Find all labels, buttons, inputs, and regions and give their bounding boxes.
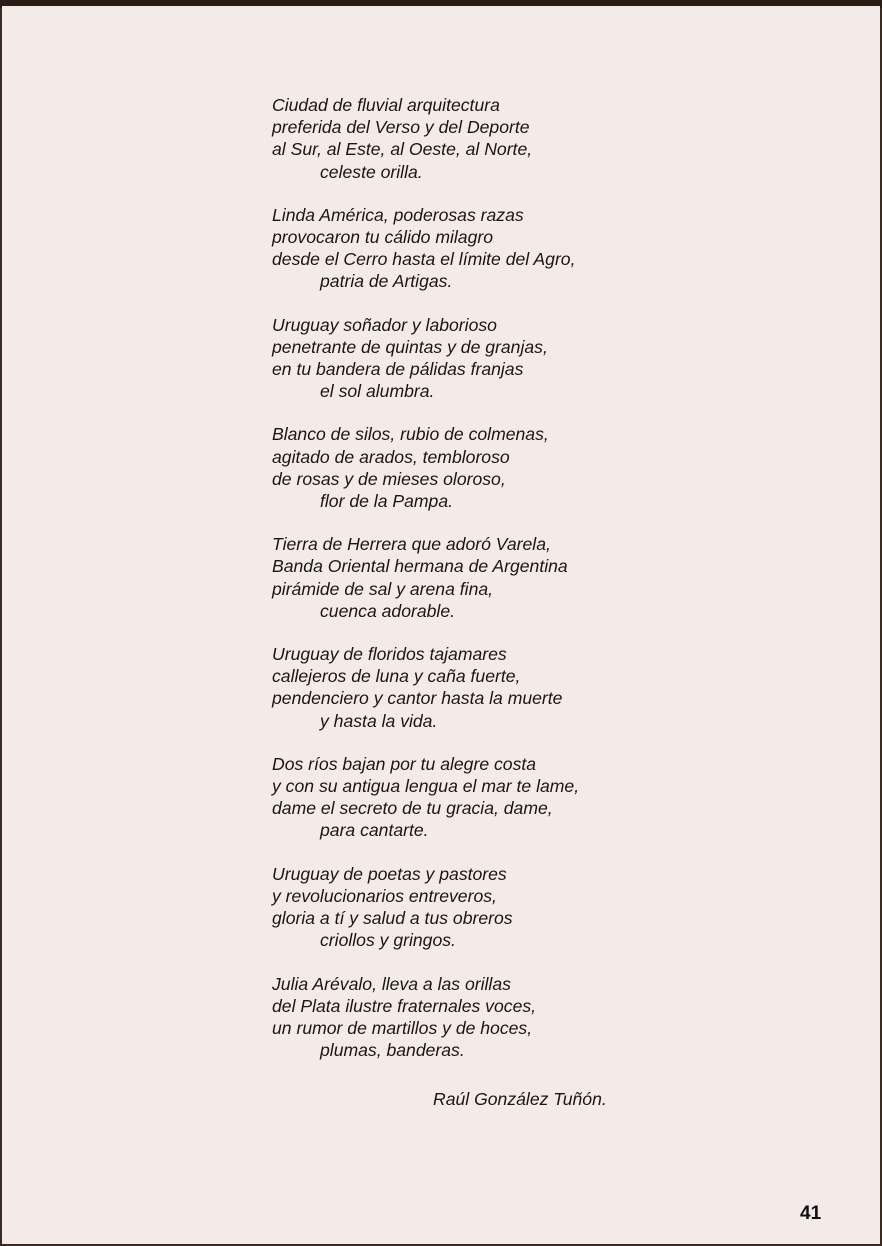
poem-line: Tierra de Herrera que adoró Varela, <box>272 534 551 555</box>
poem-line: agitado de arados, tembloroso <box>272 446 510 467</box>
poem-line: gloria a tí y salud a tus obreros <box>272 908 513 929</box>
poem-author: Raúl González Tuñón. <box>433 1089 607 1109</box>
poem-line: y revolucionarios entreveros, <box>272 885 497 906</box>
poem-line: Blanco de silos, rubio de colmenas, <box>272 424 549 445</box>
poem-line: Uruguay de floridos tajamares <box>272 644 507 665</box>
poem-stanza <box>272 753 832 842</box>
poem-line: pendenciero y cantor hasta la muerte <box>272 688 563 709</box>
poem-line: de rosas y de mieses oloroso, <box>272 468 506 489</box>
poem-line: el sol alumbra. <box>320 381 435 402</box>
poem-line: Julia Arévalo, lleva a las orillas <box>272 973 511 994</box>
poem-line: criollos y gringos. <box>320 930 456 951</box>
poem-line: Dos ríos bajan por tu alegre costa <box>272 753 537 774</box>
poem-stanza <box>272 643 832 732</box>
poem-line: en tu bandera de pálidas franjas <box>272 359 524 380</box>
poem-stanza <box>272 204 832 293</box>
poem-line: desde el Cerro hasta el límite del Agro, <box>272 249 576 270</box>
poem-stanza <box>272 863 832 952</box>
poem-line: plumas, banderas. <box>320 1040 465 1061</box>
poem-stanza <box>272 973 832 1062</box>
poem-line: dame el secreto de tu gracia, dame, <box>272 798 553 819</box>
poem-line: Uruguay soñador y laborioso <box>272 314 497 335</box>
poem-line: Ciudad de fluvial arquitectura <box>272 95 500 115</box>
poem-line: cuenca adorable. <box>320 600 455 621</box>
poem-line: del Plata ilustre fraternales voces, <box>272 995 537 1016</box>
poem-line: Banda Oriental hermana de Argentina <box>272 556 568 577</box>
poem-stanza <box>272 314 832 403</box>
poem-line: y con su antigua lengua el mar te lame, <box>272 776 580 797</box>
poem-line: preferida del Verso y del Deporte <box>272 117 530 138</box>
poem-line: celeste orilla. <box>320 161 423 182</box>
poem-line: callejeros de luna y caña fuerte, <box>272 666 521 687</box>
poem-line: patria de Artigas. <box>320 271 453 292</box>
poem-line: penetrante de quintas y de granjas, <box>272 336 548 357</box>
poem-line: Uruguay de poetas y pastores <box>272 863 507 884</box>
poem-stanza <box>272 94 832 183</box>
poem-line: un rumor de martillos y de hoces, <box>272 1017 533 1038</box>
poem-line: flor de la Pampa. <box>320 491 454 512</box>
poem-line: Linda América, poderosas razas <box>272 204 524 225</box>
page-number: 41 <box>800 1203 822 1224</box>
poem-line: provocaron tu cálido milagro <box>272 227 494 248</box>
poem-line: para cantarte. <box>320 820 429 841</box>
poem-stanza <box>272 423 832 512</box>
poem-line: pirámide de sal y arena fina, <box>272 578 494 599</box>
poem <box>272 94 832 1082</box>
poem-line: y hasta la vida. <box>320 710 438 731</box>
poem-stanza <box>272 533 832 622</box>
poem-line: al Sur, al Este, al Oeste, al Norte, <box>272 139 533 160</box>
book-page <box>2 6 880 1244</box>
